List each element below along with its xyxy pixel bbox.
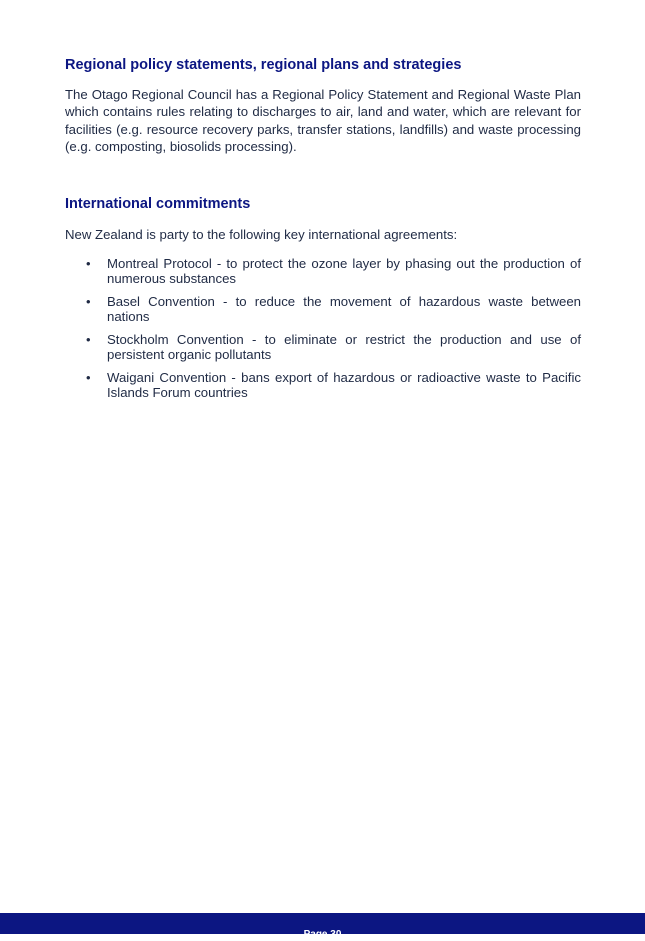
international-intro-paragraph: New Zealand is party to the following key international agreements: bbox=[65, 227, 458, 242]
section-heading-international-commitments: International commitments bbox=[65, 196, 251, 212]
bullet-icon: • bbox=[86, 370, 91, 385]
list-item-text: Montreal Protocol - to protect the ozone layer by phasing out the production of numerous substances bbox=[107, 256, 581, 286]
bullet-icon: • bbox=[86, 332, 91, 347]
page-number: Page 30 bbox=[303, 929, 342, 940]
list-item-text: Waigani Convention - bans export of hazardous or radioactive waste to Pacific Islands Forum countries bbox=[107, 370, 581, 400]
list-item-text: Basel Convention - to reduce the movement of hazardous waste between nations bbox=[107, 294, 581, 324]
list-item bbox=[65, 332, 581, 362]
list-item bbox=[65, 294, 581, 324]
section-heading-regional-policy: Regional policy statements, regional plans and strategies bbox=[65, 57, 462, 73]
bullet-icon: • bbox=[86, 256, 91, 271]
bullet-icon: • bbox=[86, 294, 91, 309]
footer-bar bbox=[0, 913, 645, 940]
regional-policy-paragraph: The Otago Regional Council has a Regional Policy Statement and Regional Waste Plan which contains rules relating to discharges to air, land and water, which are relevant for facilities (e.g. resource recovery parks, transfer stations, landfills) and waste processing (e.g. composting, biosolids processing). bbox=[65, 87, 581, 154]
list-item-text: Stockholm Convention - to eliminate or restrict the production and use of persistent organic pollutants bbox=[107, 332, 581, 362]
agreements-list bbox=[65, 256, 581, 408]
list-item bbox=[65, 256, 581, 286]
list-item bbox=[65, 370, 581, 400]
